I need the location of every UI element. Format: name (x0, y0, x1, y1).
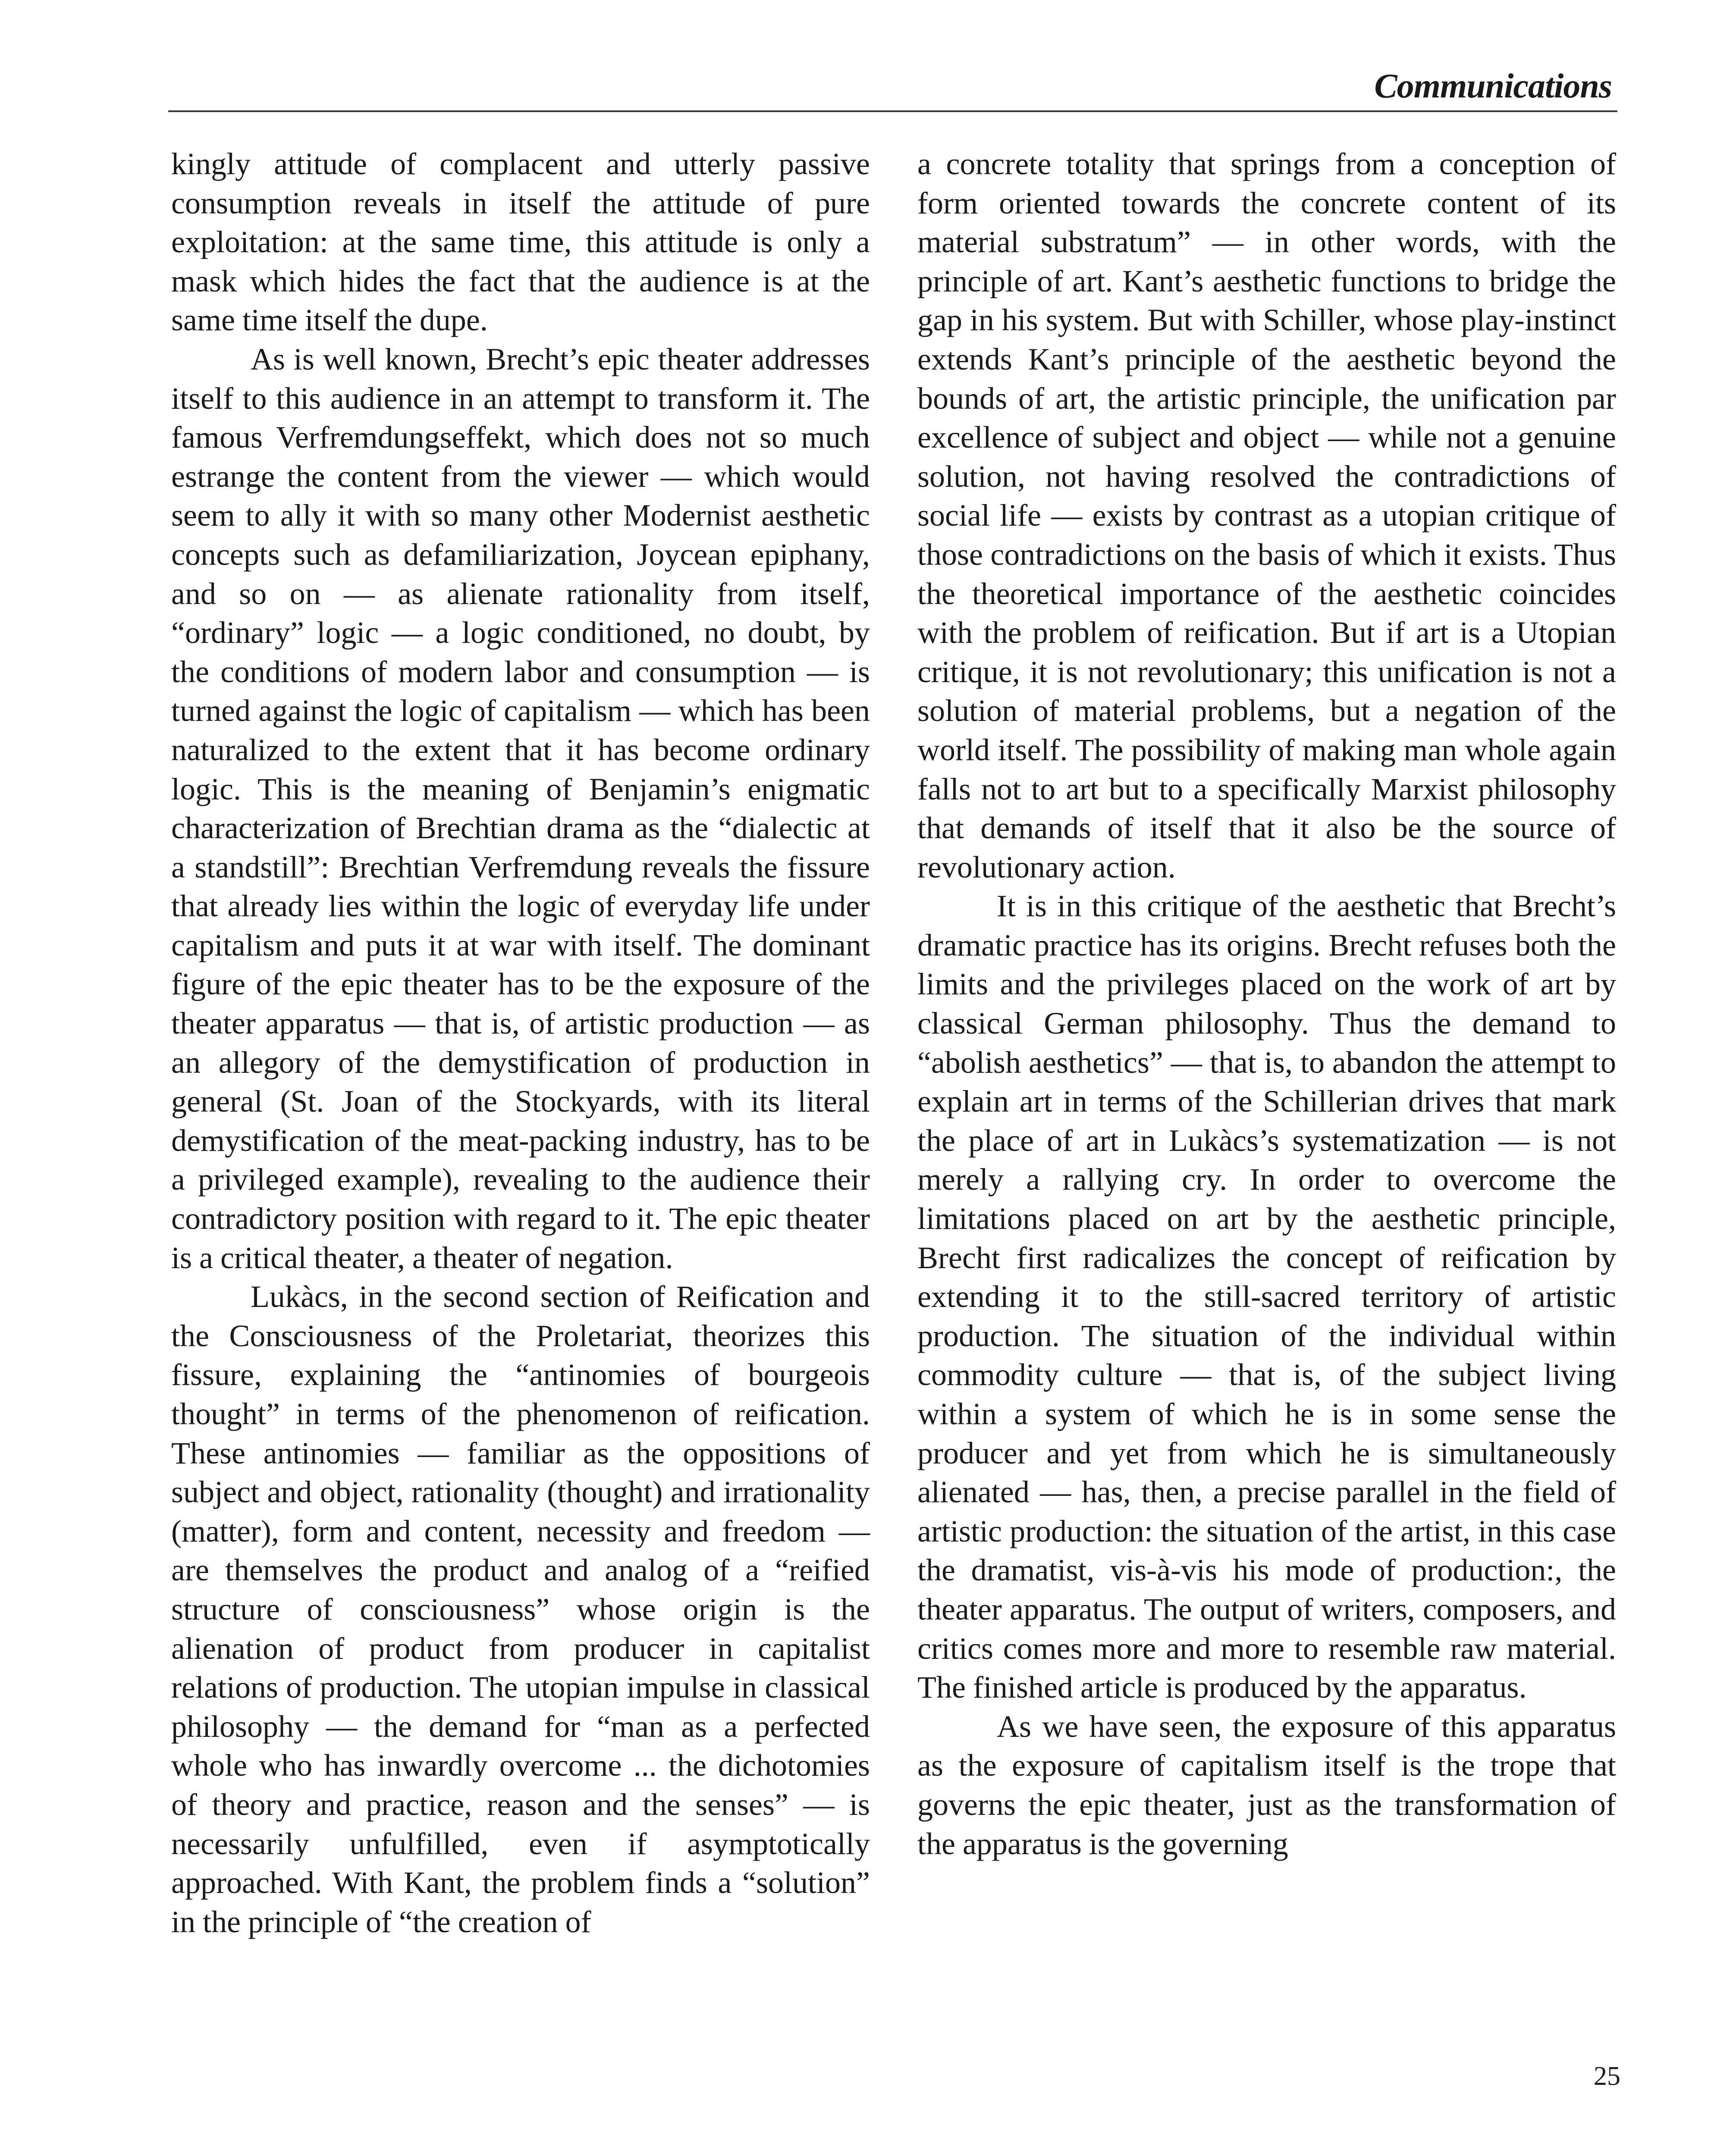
running-header-title: Communications (1374, 67, 1612, 105)
body-paragraph: a concrete totality that springs from a conception of form oriented towards the concrete content of its material substratum” — in other words, with the principle of art. Kant’s aesthetic functions to bridge the gap in his system. But with Schiller, whose play-instinct extends Kant’s principle of the aesthetic beyond the bounds of art, the artistic principle, the unification par excellence of subject and object — while not a genuine solution, not having resolved the contradictions of social life — exists by contrast as a utopian critique of those contradictions on the basis of which it exists. Thus the theoretical importance of the aesthetic coincides with the problem of reification. But if art is a Utopian critique, it is not revolutionary; this unification is not a solution of material problems, but a negation of the world itself. The possibility of making man whole again falls not to art but to a specifically Marxist philosophy that demands of itself that it also be the source of revolutionary action. (917, 147, 1616, 884)
body-paragraph: It is in this critique of the aesthetic that Brecht’s dramatic practice has its origins. Brecht refuses both the limits and the privileges placed on the work of art by classical German philosophy. Thus the demand to “abolish aesthetics” — that is, to abandon the attempt to explain art in terms of the Schillerian drives that mark the place of art in Lukàcs’s systematization — is not merely a rallying cry. In order to overcome the limitations placed on art by the aesthetic principle, Brecht first radicalizes the concept of reification by extending it to the still-sacred territory of artistic production. The situation of the individual within commodity culture — that is, of the subject living within a system of which he is in some sense the producer and yet from which he is simultaneously alienated — has, then, a precise parallel in the field of artistic production: the situation of the artist, in this case the dramatist, vis-à-vis his mode of production:, the theater apparatus. The output of writers, composers, and critics comes more and more to resemble raw material. The finished article is produced by the apparatus. (917, 889, 1616, 1705)
body-paragraph: Lukàcs, in the second section of Reification and the Consciousness of the Proletariat, theorizes this fissure, explaining the “antinomies of bourgeois thought” in terms of the phenomenon of reification. These antinomies — familiar as the oppositions of subject and object, rationality (thought) and irrationality (matter), form and content, necessity and freedom — are themselves the product and analog of a “reified structure of consciousness” whose origin is the alienation of product from producer in capitalist relations of production. The utopian impulse in classical philosophy — the demand for “man as a perfected whole who has inwardly overcome ... the dichotomies of theory and practice, reason and the senses” — is necessarily unfulfilled, even if asymptotically approached. With Kant, the problem finds a “solution” in the principle of “the creation of (171, 1279, 870, 1939)
right-column (917, 144, 1616, 1863)
header-rule (168, 110, 1617, 112)
body-paragraph: kingly attitude of complacent and utterly passive consumption reveals in itself the attitude of pure exploitation: at the same time, this attitude is only a mask which hides the fact that the audience is at the same time itself the dupe. (171, 147, 870, 338)
page-number: 25 (1594, 2062, 1620, 2091)
left-column (171, 144, 870, 1941)
body-paragraph: As is well known, Brecht’s epic theater addresses itself to this audience in an attempt to transform it. The famous Verfremdungseffekt, which does not so much estrange the content from the viewer — which would seem to ally it with so many other Modernist aesthetic concepts such as defamiliarization, Joycean epiphany, and so on — as alienate rationality from itself, “ordinary” logic — a logic conditioned, no doubt, by the conditions of modern labor and consumption — is turned against the logic of capitalism — which has been naturalized to the extent that it has become ordinary logic. This is the meaning of Benjamin’s enigmatic characterization of Brechtian drama as the “dialectic at a standstill”: Brechtian Verfremdung reveals the fissure that already lies within the logic of everyday life under capitalism and puts it at war with itself. The dominant figure of the epic theater has to be the exposure of the theater apparatus — that is, of artistic production — as an allegory of the demystification of production in general (St. Joan of the Stockyards, with its literal demystification of the meat-packing industry, has to be a privileged example), revealing to the audience their contradictory position with regard to it. The epic theater is a critical theater, a theater of negation. (171, 342, 870, 1275)
body-paragraph: As we have seen, the exposure of this apparatus as the exposure of capitalism itself is the trope that governs the epic theater, just as the transformation of the apparatus is the governing (917, 1709, 1616, 1861)
